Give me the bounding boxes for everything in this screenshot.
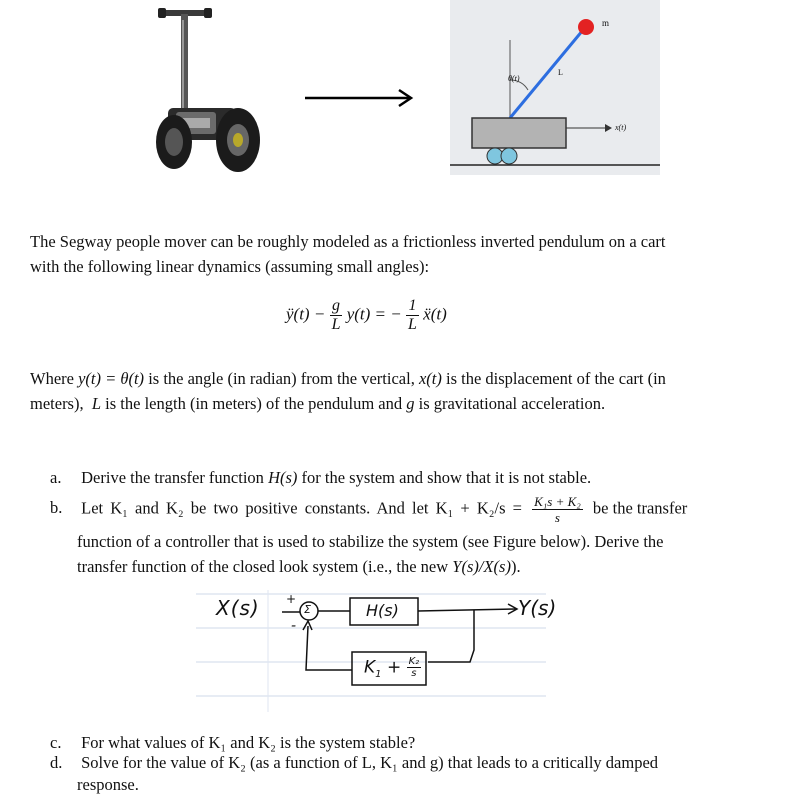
item-d-line-1 (50, 752, 760, 774)
where-line-1 (30, 366, 770, 391)
item-c-label: c. (50, 733, 62, 752)
controller-K2: K₂ (408, 656, 420, 667)
where-meters: meters), (30, 394, 84, 413)
where-word: Where (30, 369, 74, 388)
item-c-text: For what values of K₁ and K₂ is the system stable? (81, 733, 416, 752)
item-b-Ys-Xs: Y(s)/X(s) (452, 557, 511, 576)
eq-g: g (330, 297, 343, 316)
item-b-text-3: transfer function of the closed look system (i.e., the new (77, 557, 449, 576)
item-a-Hs: H(s) (268, 468, 298, 487)
item-a-text-2: for the system and show that it is not stable. (301, 468, 592, 487)
item-d (50, 752, 760, 796)
item-b-line-3 (50, 554, 760, 579)
item-b-frac-num: K₁s + K₂ (534, 494, 581, 509)
item-a-text-1: Derive the transfer function (81, 468, 264, 487)
intro-line-2: with the following linear dynamics (assuming small angles): (30, 257, 430, 276)
item-b-text-4: ). (510, 557, 521, 576)
eq-one: 1 (406, 297, 419, 316)
displacement-label: x(t) (615, 123, 627, 132)
item-b-line-2: function of a controller that is used to stabilize the system (see Figure below). Derive the (77, 532, 664, 551)
item-b-controller-fraction (532, 494, 583, 525)
angle-label: θ(t) (508, 74, 520, 83)
controller-s: s (411, 668, 417, 679)
item-b (50, 494, 760, 579)
summer-minus-sign: - (291, 618, 297, 634)
controller-plus: + (386, 657, 402, 678)
input-Xs-label: X(s) (216, 596, 260, 620)
where-x: x(t) (418, 369, 442, 388)
where-L: L (91, 394, 102, 413)
summer-plus-sign: + (286, 592, 297, 606)
item-d-text-1: Solve for the value of K₂ (as a function of L, K₁ and g) that leads to a critically damped (81, 753, 659, 772)
where-angle-text: is the angle (in radian) from the vertical, (148, 369, 415, 388)
eq-frac-g-over-L (330, 297, 343, 334)
where-g: g (406, 394, 415, 413)
where-gravity-text: is gravitational acceleration. (418, 394, 606, 413)
eq-lhs-b: y(t) = − (346, 304, 402, 324)
controller-fraction (407, 656, 422, 679)
where-line-2 (30, 391, 770, 416)
eq-L: L (331, 316, 341, 333)
controller-K-subscript: 1 (375, 668, 382, 680)
right-arrow-icon (305, 88, 415, 108)
where-paragraph (30, 366, 770, 416)
item-b-line-1 (50, 494, 760, 525)
eq-L2: L (408, 316, 417, 333)
plant-Hs-label: H(s) (366, 601, 399, 620)
mass-label: m (602, 18, 610, 28)
item-a-label: a. (50, 468, 62, 487)
pendulum-cart-figure (450, 0, 660, 175)
item-d-line-2: response. (77, 775, 139, 794)
eq-lhs-a: ÿ(t) − (286, 304, 326, 324)
output-Ys-label: Y(s) (518, 596, 557, 620)
dynamics-equation (286, 297, 447, 334)
eq-rhs: ẍ(t) (423, 304, 447, 324)
intro-paragraph (30, 229, 770, 279)
length-label: L (558, 68, 563, 77)
eq-frac-1-over-L (406, 297, 419, 334)
item-d-label: d. (50, 753, 63, 772)
where-length-text: is the length (in meters) of the pendulum and (105, 394, 403, 413)
segway-photo (150, 0, 270, 178)
controller-K: K (364, 657, 376, 678)
item-b-frac-den: s (554, 510, 560, 525)
controller-label (364, 656, 421, 680)
item-b-text-2: be the transfer (592, 498, 688, 518)
intro-line-1: The Segway people mover can be roughly modeled as a frictionless inverted pendulum on a cart (30, 232, 666, 251)
summing-junction-sigma: Σ (304, 603, 311, 616)
block-diagram (196, 590, 557, 712)
item-b-label: b. (50, 498, 63, 518)
item-b-text-1: Let K₁ and K₂ be two positive constants. And let K₁ + K₂/s = (81, 498, 522, 518)
where-y-theta: y(t) = θ(t) (78, 369, 145, 388)
item-a (50, 465, 760, 490)
where-displacement-text: is the displacement of the cart (in (446, 369, 666, 388)
